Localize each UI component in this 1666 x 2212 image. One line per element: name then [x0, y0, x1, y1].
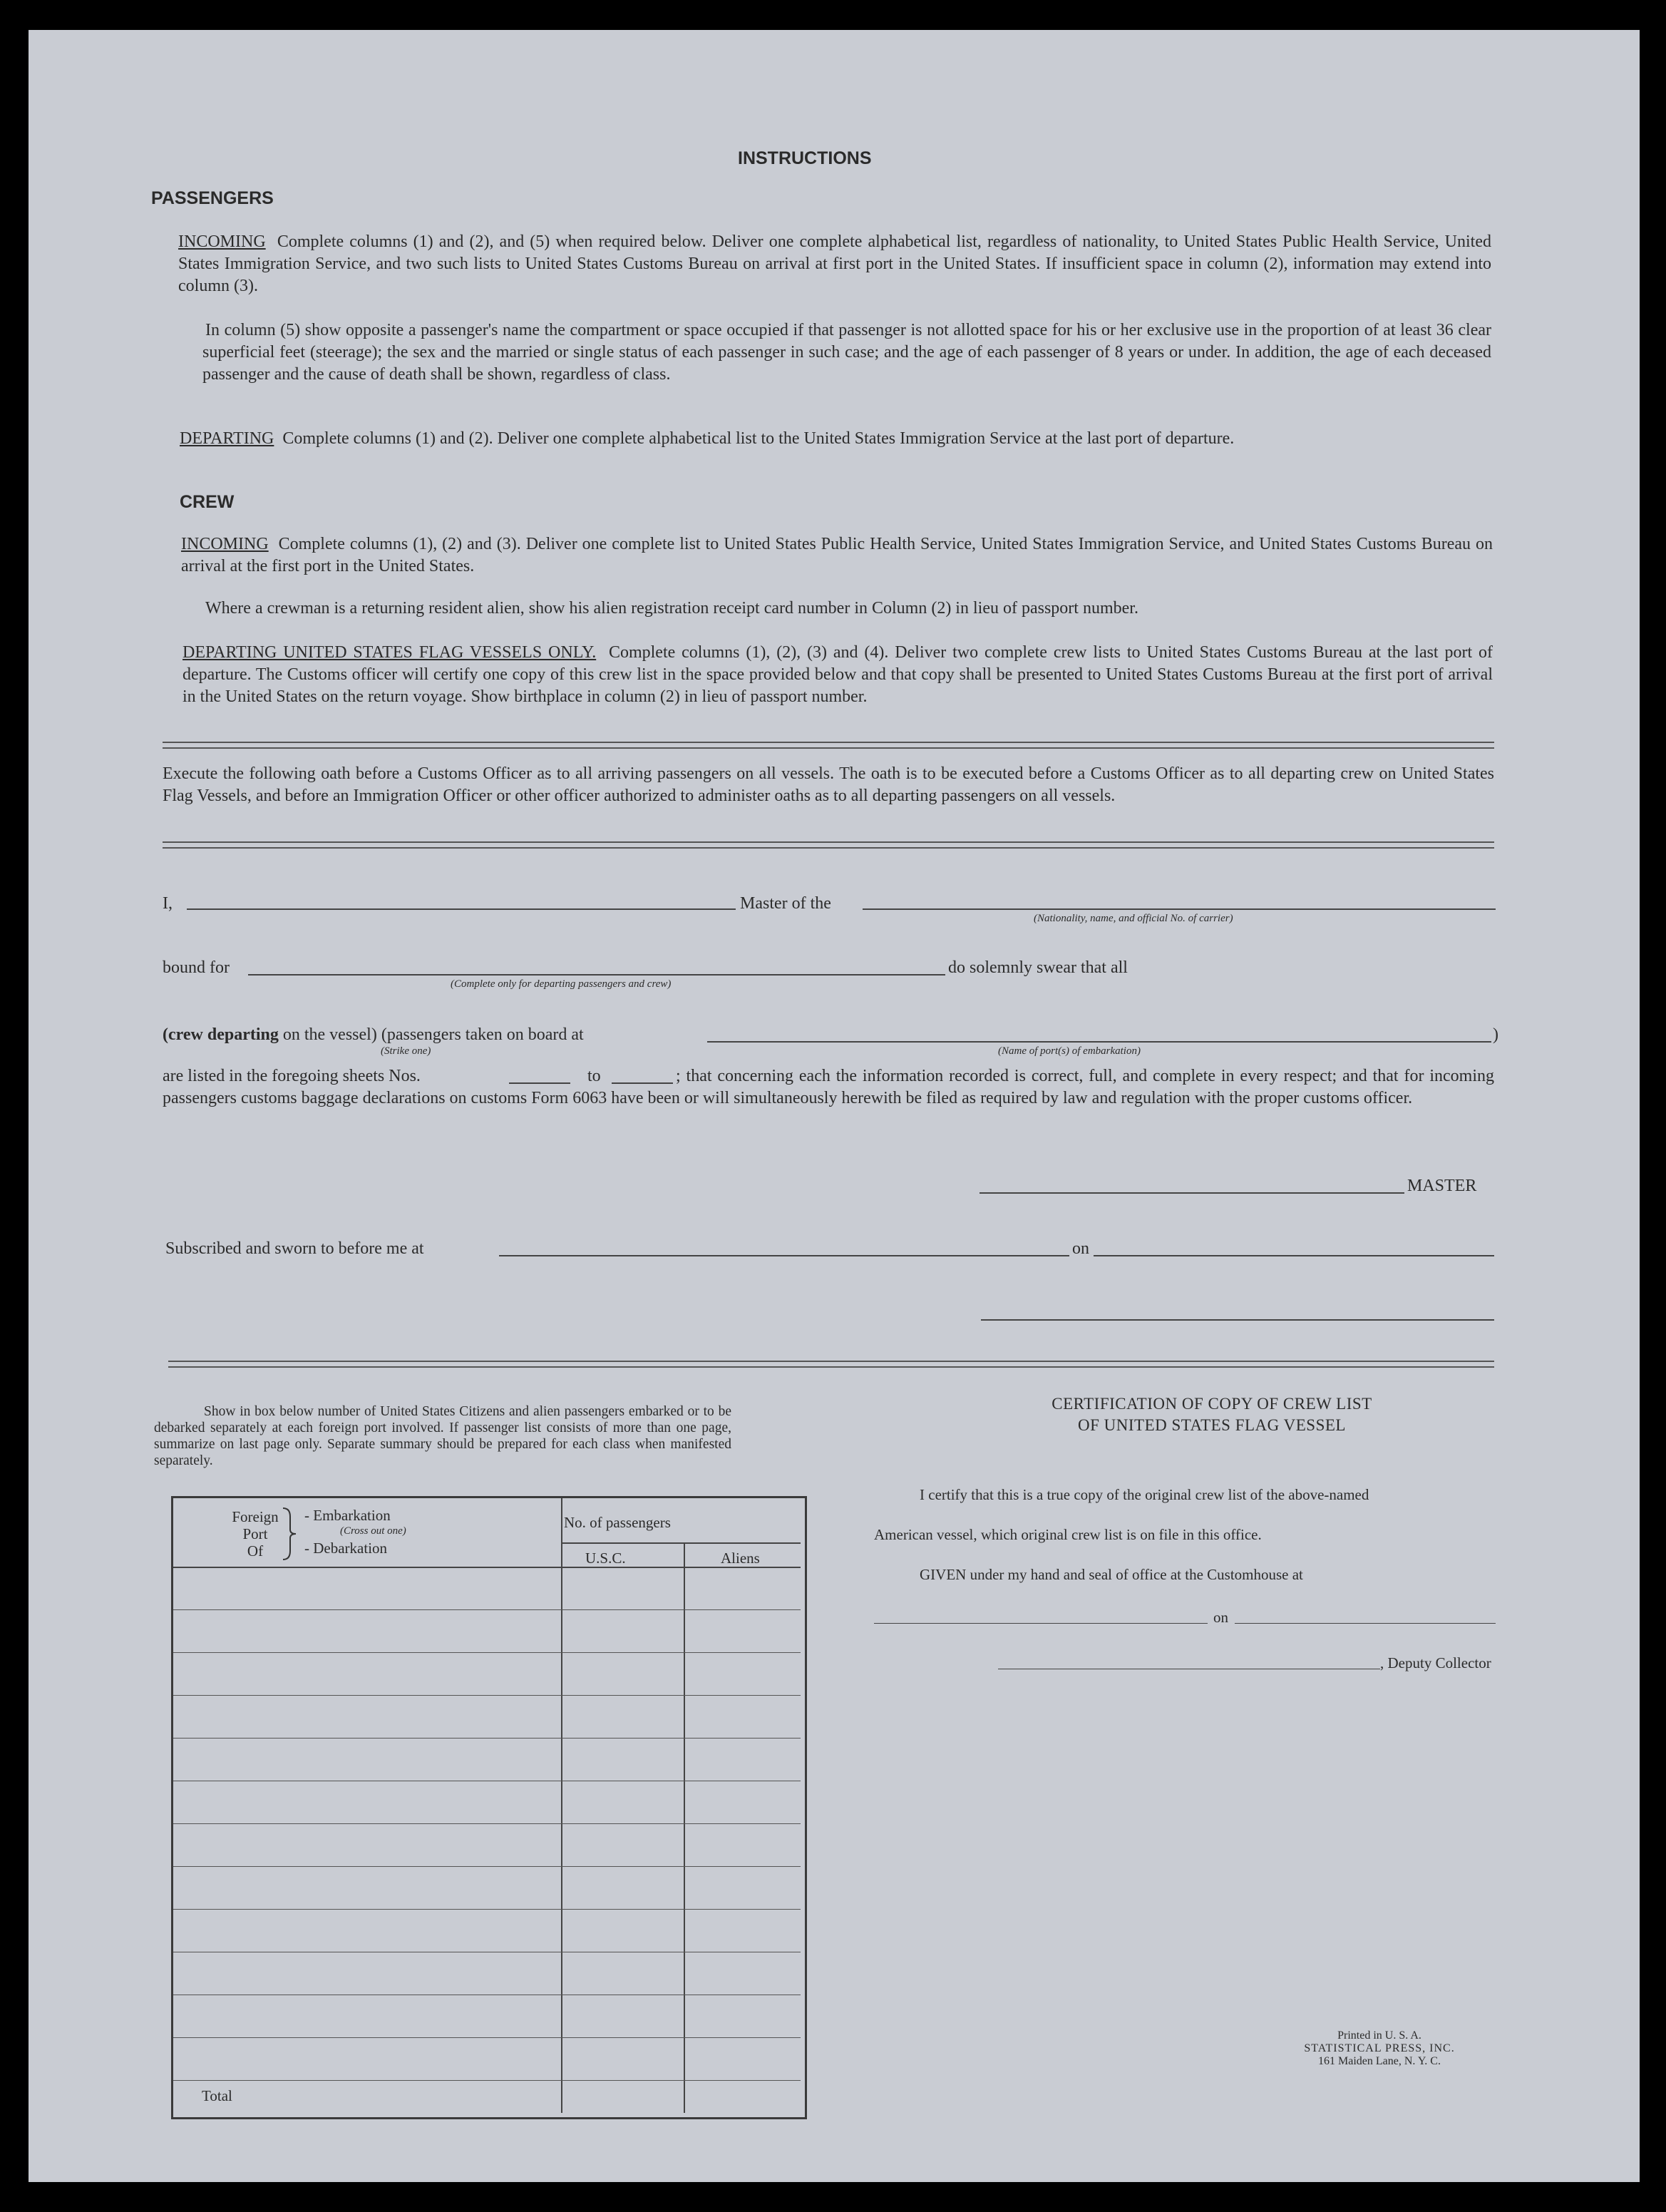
- subscribed-on-label: on: [1072, 1239, 1089, 1258]
- summary-intro: Show in box below number of United States Citizens and alien passengers embarked or to be debarked separately at each foreign port involved. If passenger list consists of more than one page, summarize on last page only. Separate summary should be prepared for each class when manifested separately.: [154, 1404, 731, 1468]
- crew-departing-text: Complete columns (1), (2), (3) and (4). Deliver two complete crew lists to United States Customs Bureau at the last port of departure. The Customs officer will certify one copy of this crew list in the space provided below and that copy shall be presented to United States Customs Bureau at the first port of arrival in the United States on the return voyage. Show birthplace in column (2) in lieu of passport number.: [182, 643, 1493, 706]
- instructions-heading: INSTRUCTIONS: [738, 148, 872, 168]
- embarkation-option[interactable]: - Embarkation: [304, 1507, 391, 1524]
- col-divider-1: [561, 1498, 562, 2113]
- usc-header: U.S.C.: [585, 1550, 626, 1567]
- crew-departing-label: DEPARTING UNITED STATES FLAG VESSELS ONLY.: [182, 643, 597, 662]
- carrier-hint: (Nationality, name, and official No. of carrier): [1034, 913, 1233, 924]
- certification-title-line1: CERTIFICATION OF COPY OF CREW LIST: [1051, 1395, 1372, 1413]
- swear-label: do solemnly swear that all: [948, 958, 1128, 977]
- passengers-incoming-paragraph: [178, 231, 1491, 297]
- printer-line3: 161 Maiden Lane, N. Y. C.: [1318, 2055, 1441, 2067]
- row-line: [173, 1695, 801, 1696]
- oath-i-label: I,: [163, 894, 173, 913]
- no-passengers-header: No. of passengers: [564, 1514, 671, 1531]
- to-label: to: [587, 1067, 601, 1085]
- deputy-collector-label: , Deputy Collector: [1380, 1654, 1491, 1671]
- subscribed-date-field[interactable]: [1094, 1255, 1494, 1256]
- ports-hint: (Name of port(s) of embarkation): [998, 1045, 1141, 1057]
- cross-out-hint: (Cross out one): [340, 1525, 406, 1537]
- brace-icon: [282, 1507, 299, 1561]
- given-text: GIVEN under my hand and seal of office at the Customhouse at: [920, 1566, 1303, 1583]
- bound-for-field[interactable]: [248, 974, 945, 976]
- crew-passengers-line: [163, 1024, 584, 1046]
- oath-intro: Execute the following oath before a Customs Officer as to all arriving passengers on all vessels. The oath is to be executed before a Customs Officer as to all departing crew on United States Flag Vessels, and before an Immigration Officer or other officer authorized to administer oaths as to all departing passengers on all vessels.: [163, 764, 1494, 805]
- printer-line1: Printed in U. S. A.: [1337, 2029, 1421, 2042]
- certification-on-label: on: [1213, 1609, 1228, 1626]
- customhouse-field[interactable]: [874, 1623, 1208, 1624]
- crew-incoming-paragraph: [181, 533, 1493, 578]
- master-name-field[interactable]: [187, 908, 736, 910]
- carrier-field[interactable]: [863, 908, 1496, 910]
- printer-line2: STATISTICAL PRESS, INC.: [1304, 2042, 1455, 2054]
- certification-title: [905, 1393, 1518, 1436]
- summary-table: [171, 1496, 807, 2119]
- row-line: [173, 1866, 801, 1867]
- passengers-incoming-text: Complete columns (1) and (2), and (5) when required below. Deliver one complete alphabetical list, regardless of nationality, to United States Public Health Service, United States Immigration Service, and two such lists to United States Customs Bureau on arrival at first port in the United States. If insufficient space in column (2), information may extend into column (3).: [178, 232, 1492, 295]
- debarkation-option[interactable]: - Debarkation: [304, 1540, 388, 1557]
- master-of-label: Master of the: [740, 894, 831, 913]
- passengers-heading: PASSENGERS: [151, 188, 274, 208]
- column5-paragraph: In column (5) show opposite a passenger's name the compartment or space occupied if that passenger is not allotted space for his or her exclusive use in the proportion of at least 36 clear superficial feet (steerage); the sex and the married or single status of each passenger in such case; and the age of each passenger of 8 years or under. In addition, the age of each deceased passenger and the cause of death shall be shown, regardless of class.: [202, 321, 1491, 384]
- of-word: Of: [247, 1542, 264, 1560]
- printer-imprint: [1290, 2029, 1469, 2068]
- resident-alien-paragraph: Where a crewman is a returning resident alien, show his alien registration receipt card number in Column (2) in lieu of passport number.: [205, 599, 1138, 618]
- certify-line1: I certify that this is a true copy of the original crew list of the above-named: [920, 1486, 1369, 1503]
- certify-line2: American vessel, which original crew list is on file in this office.: [874, 1526, 1262, 1543]
- passengers-departing-label: DEPARTING: [180, 429, 274, 448]
- row-line: [173, 1823, 801, 1824]
- row-line: [173, 2037, 801, 2038]
- bound-for-hint: (Complete only for departing passengers and crew): [451, 978, 672, 990]
- form-page: [29, 30, 1640, 2182]
- crew-heading: CREW: [180, 492, 235, 512]
- row-line: [173, 1609, 801, 1610]
- passengers-departing-text: Complete columns (1) and (2). Deliver one complete alphabetical list to the United States Immigration Service at the last port of departure.: [282, 429, 1235, 448]
- foreign-port-label: [230, 1508, 280, 1560]
- ports-embarkation-field[interactable]: [707, 1041, 1491, 1043]
- crew-incoming-text: Complete columns (1), (2) and (3). Deliver one complete list to United States Public Health Service, United States Immigration Service, and United States Customs Bureau on arrival at the first port in the United States.: [181, 535, 1493, 575]
- master-label: MASTER: [1407, 1177, 1477, 1195]
- sheets-text: ; that concerning each the information recorded is correct, full, and complete in every respect; and that for incoming passengers customs baggage declarations on customs Form 6063 have been or will simultaneously herewith be filed as required by law and regulation with the proper customs officer.: [163, 1067, 1494, 1107]
- crew-departing-paragraph: [182, 642, 1493, 708]
- header-split: [561, 1542, 801, 1544]
- crew-incoming-label: INCOMING: [181, 535, 269, 553]
- bound-for-label: bound for: [163, 958, 230, 977]
- sheets-label: are listed in the foregoing sheets Nos.: [163, 1067, 421, 1085]
- col-divider-2: [684, 1542, 685, 2113]
- row-line: [173, 1738, 801, 1739]
- officer-signature-field[interactable]: [981, 1319, 1494, 1321]
- row-line: [173, 1909, 801, 1910]
- close-paren: ): [1493, 1025, 1498, 1044]
- passengers-taken-option[interactable]: (passengers taken on board at: [381, 1025, 584, 1044]
- header-bottom: [173, 1567, 801, 1568]
- subscribed-label: Subscribed and sworn to before me at: [165, 1239, 424, 1258]
- certification-title-line2: OF UNITED STATES FLAG VESSEL: [1078, 1416, 1346, 1434]
- port-word: Port: [242, 1525, 268, 1542]
- master-signature-field[interactable]: [979, 1192, 1404, 1194]
- subscribed-place-field[interactable]: [499, 1255, 1069, 1256]
- on-vessel-text: on the vessel): [282, 1025, 377, 1044]
- crew-departing-option[interactable]: (crew departing: [163, 1025, 279, 1044]
- total-label: Total: [202, 2087, 232, 2104]
- foreign-word: Foreign: [232, 1508, 279, 1525]
- passengers-departing-paragraph: [180, 428, 1491, 450]
- certification-date-field[interactable]: [1235, 1623, 1496, 1624]
- strike-hint: (Strike one): [381, 1045, 431, 1057]
- divider-2: [163, 841, 1494, 849]
- divider-3: [168, 1361, 1494, 1368]
- aliens-header: Aliens: [721, 1550, 760, 1567]
- row-line: [173, 2080, 801, 2081]
- row-line: [173, 1652, 801, 1653]
- divider-1: [163, 742, 1494, 749]
- passengers-incoming-label: INCOMING: [178, 232, 266, 251]
